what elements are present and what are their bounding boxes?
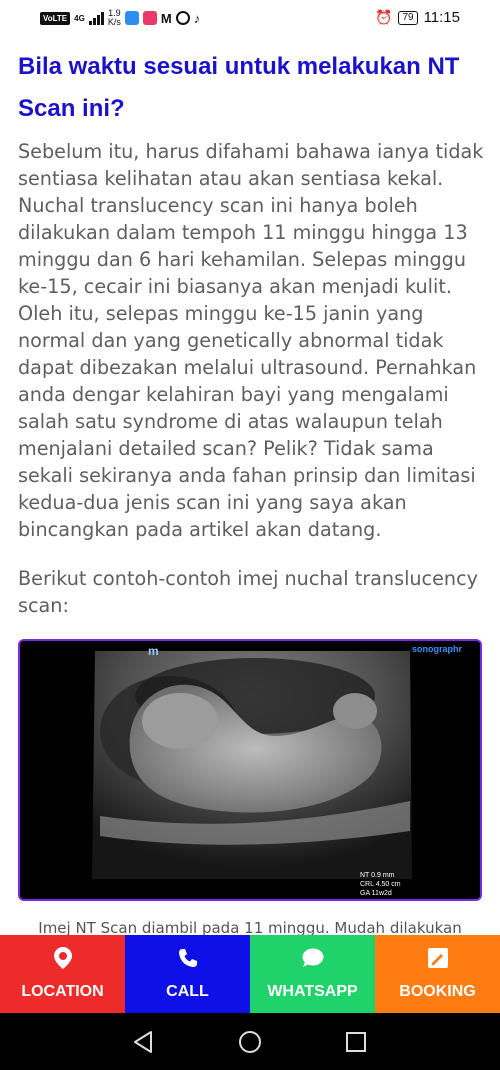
chat-bubble-icon xyxy=(300,945,326,971)
article-heading: Bila waktu sesuai untuk melakukan NT Scan ini? xyxy=(18,53,460,122)
ultrasound-image xyxy=(20,641,480,899)
status-bar xyxy=(0,0,500,38)
booking-icon xyxy=(425,945,451,971)
signal-icon xyxy=(89,11,104,25)
booking-label: BOOKING xyxy=(399,983,476,1000)
whatsapp-label: WHATSAPP xyxy=(267,983,358,1000)
action-bar xyxy=(0,935,500,1013)
article-paragraph: Sebelum itu, harus difahami bahawa ianya tidak sentiasa kelihatan atau akan sentiasa kekal. Nuchal translucency scan ini hanya boleh dilakukan dalam tempoh 11 minggu hingga 13 minggu dan 6 hari kehamilan. Selepas minggu ke-15, cecair ini biasanya akan menjadi kulit. Oleh itu, selepas minggu ke-15 janin yang normal dan yang genetically abnormal tidak dapat dibezakan melalui ultrasound. Pernahkan anda dengar kelahiran bayi yang mengalami salah satu syndrome di atas walaupun telah menjalani detailed scan? Pelik? Tidak sama sekali sekiranya anda fahan prinsip dan limitasi kedua-dua jenis scan ini yang saya akan bincangkan pada artikel akan datang. xyxy=(18,140,484,541)
back-icon[interactable] xyxy=(129,1028,157,1056)
status-left xyxy=(40,9,200,27)
ga-measurement: GA 11w2d xyxy=(360,890,392,897)
article xyxy=(0,38,500,935)
image-caption: Imej NT Scan diambil pada 11 minggu. Mudah dilakukan xyxy=(38,919,462,935)
location-button[interactable] xyxy=(0,935,125,1013)
navigation-bar xyxy=(0,1013,500,1070)
booking-button[interactable] xyxy=(375,935,500,1013)
location-label: LOCATION xyxy=(21,983,104,1000)
sonographr-logo: sonographr xyxy=(412,644,463,654)
network-speed: 1.9 K/s xyxy=(107,8,121,27)
clock: 11:15 xyxy=(423,9,460,26)
app-notification-icon xyxy=(143,11,157,25)
call-label: CALL xyxy=(166,983,209,1000)
recents-icon[interactable] xyxy=(342,1028,370,1056)
whatsapp-button[interactable] xyxy=(250,935,375,1013)
status-right xyxy=(375,9,460,26)
battery-icon: 79 xyxy=(398,11,417,25)
nt-scan-image[interactable] xyxy=(18,639,482,901)
tiktok-icon: ♪ xyxy=(193,10,201,26)
alarm-icon: ⏰ xyxy=(375,9,393,25)
nt-measurement: NT 0.9 mm xyxy=(360,872,395,879)
circle-notification-icon xyxy=(176,11,190,25)
scanner-logo: m xyxy=(148,644,159,658)
network-type: 4G xyxy=(74,13,85,23)
crl-measurement: CRL 4.50 cm xyxy=(360,881,401,888)
map-pin-icon xyxy=(50,945,76,971)
phone-icon xyxy=(175,945,201,971)
article-paragraph: Berikut contoh-contoh imej nuchal translucency scan: xyxy=(18,567,478,617)
call-button[interactable] xyxy=(125,935,250,1013)
gmail-icon: M xyxy=(160,10,172,26)
volte-badge: VoLTE xyxy=(40,12,70,25)
home-icon[interactable] xyxy=(236,1028,264,1056)
app-notification-icon xyxy=(125,11,139,25)
